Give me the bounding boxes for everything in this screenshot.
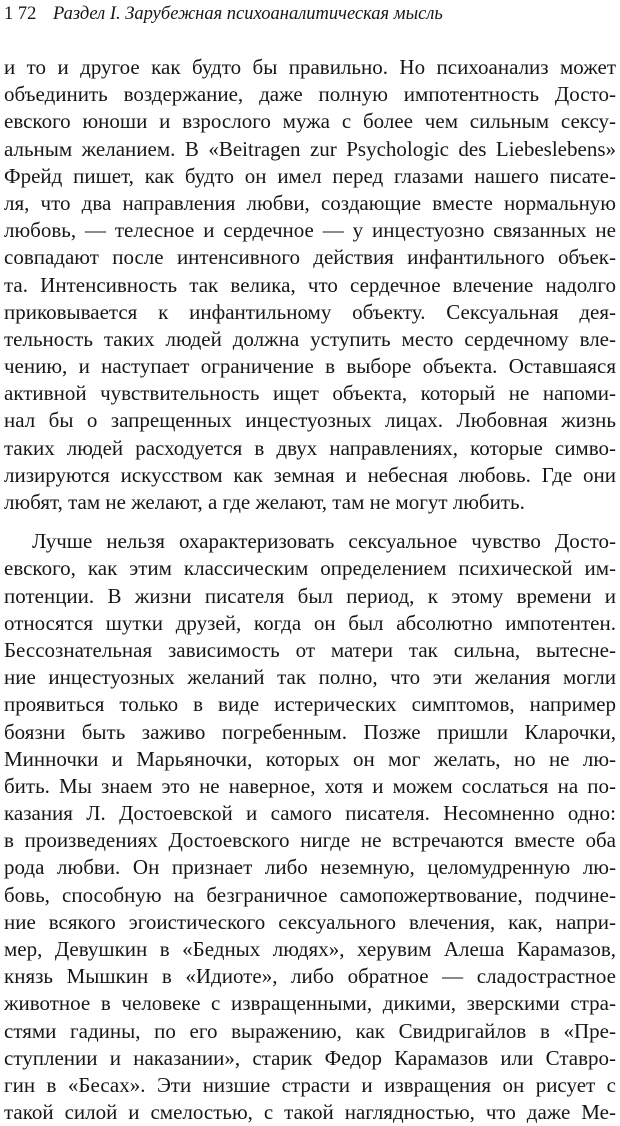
text-line: ние инцестуозных желаний так полно, что эти желания могли bbox=[4, 665, 616, 690]
text-line: любовь, — телесное и сердечное — у инцестуозно связанных не bbox=[4, 218, 616, 243]
text-line: приковывается к инфантильному объекту. Сексуальная дея- bbox=[4, 299, 616, 324]
text-line: стями гадины, по его выражению, как Свидригайлов в «Пре- bbox=[4, 1018, 616, 1043]
text-line: нал бы о запрещенных инцестуозных лицах. Любовная жизнь bbox=[4, 408, 616, 433]
text-line: ступлении и наказании», старик Федор Карамазов или Ставро- bbox=[4, 1045, 616, 1070]
text-line: активной чувствительность ищет объекта, который не напоми- bbox=[4, 381, 616, 406]
text-line: рода любви. Он признает либо неземную, целомудренную лю- bbox=[4, 855, 616, 880]
text-line: относятся шутки друзей, когда он был абсолютно импотентен. bbox=[4, 610, 616, 635]
text-line: чению, и наступает ограничение в выборе объекта. Оставшаяся bbox=[4, 354, 616, 379]
paragraph-gap bbox=[4, 516, 616, 528]
text-line: князь Мышкин в «Идиоте», либо обратное — сладострастное bbox=[4, 964, 616, 989]
text-line: совпадают после интенсивного действия инфантильного объек- bbox=[4, 245, 616, 270]
text-line: в произведениях Достоевского нигде не встречаются вместе оба bbox=[4, 828, 616, 853]
text-line: Бессознательная зависимость от матери так сильна, вытесне- bbox=[4, 637, 616, 662]
text-line: боязни быть заживо погребенным. Позже пришли Кларочки, bbox=[4, 719, 616, 744]
text-line: альным желанием. В «Beitragen zur Psychologic des Liebeslebens» bbox=[4, 136, 616, 161]
text-line: потенции. В жизни писателя был период, к этому времени и bbox=[4, 583, 616, 608]
text-line: бить. Мы знаем это не наверное, хотя и можем сослаться на по- bbox=[4, 773, 616, 798]
page-header bbox=[4, 1, 443, 27]
text-line: ля, что два направления любви, создающие вместе нормальную bbox=[4, 190, 616, 215]
text-line: гин в «Бесах». Эти низшие страсти и извращения он рисует с bbox=[4, 1072, 616, 1097]
text-line: бовь, способную на безграничное самопожертвование, подчине- bbox=[4, 882, 616, 907]
text-line: та. Интенсивность так велика, что сердечное влечение надолго bbox=[4, 272, 616, 297]
text-line: ние всякого эгоистического сексуального влечения, как, напри- bbox=[4, 909, 616, 934]
text-line: Минночки и Марьяночки, которых он мог желать, но не лю- bbox=[4, 746, 616, 771]
body-text bbox=[4, 54, 616, 1126]
text-line: Фрейд пишет, как будто он имел перед глазами нашего писате- bbox=[4, 163, 616, 188]
text-line: Лучше нельзя охарактеризовать сексуальное чувство Досто- bbox=[32, 529, 616, 554]
running-head: Раздел I. Зарубежная психоаналитическая мысль bbox=[53, 4, 443, 24]
text-line: любят, там не желают, а где желают, там не могут любить. bbox=[4, 490, 525, 514]
text-line: животное в человеке с извращенными, дикими, зверскими стра- bbox=[4, 991, 616, 1016]
paragraph-2 bbox=[4, 528, 616, 1126]
text-line: объединить воздержание, даже полную импотентность Досто- bbox=[4, 82, 616, 107]
text-line: евского юноши и взрослого мужа с более чем сильным сексу- bbox=[4, 109, 616, 134]
text-line: тельность таких людей должна уступить место сердечному вле- bbox=[4, 326, 616, 351]
text-line: казания Л. Достоевской и самого писателя. Несомненно одно: bbox=[4, 801, 616, 826]
text-line: и то и другое как будто бы правильно. Но психоанализ может bbox=[4, 55, 616, 79]
text-line: мер, Девушкин в «Бедных людях», херувим Алеша Карамазов, bbox=[4, 937, 616, 961]
paragraph-1 bbox=[4, 54, 616, 516]
page-number: 1 72 bbox=[4, 4, 37, 24]
text-line: таких людей расходуется в двух направлениях, которые симво- bbox=[4, 435, 616, 460]
text-line: лизируются искусством как земная и небесная любовь. Где они bbox=[4, 462, 616, 487]
text-line: евского, как этим классическим определением психической им- bbox=[4, 556, 616, 581]
text-line: проявиться только в виде истерических симптомов, например bbox=[4, 692, 616, 717]
text-line: такой силой и смелостью, с такой наглядностью, что даже Ме- bbox=[4, 1100, 616, 1125]
